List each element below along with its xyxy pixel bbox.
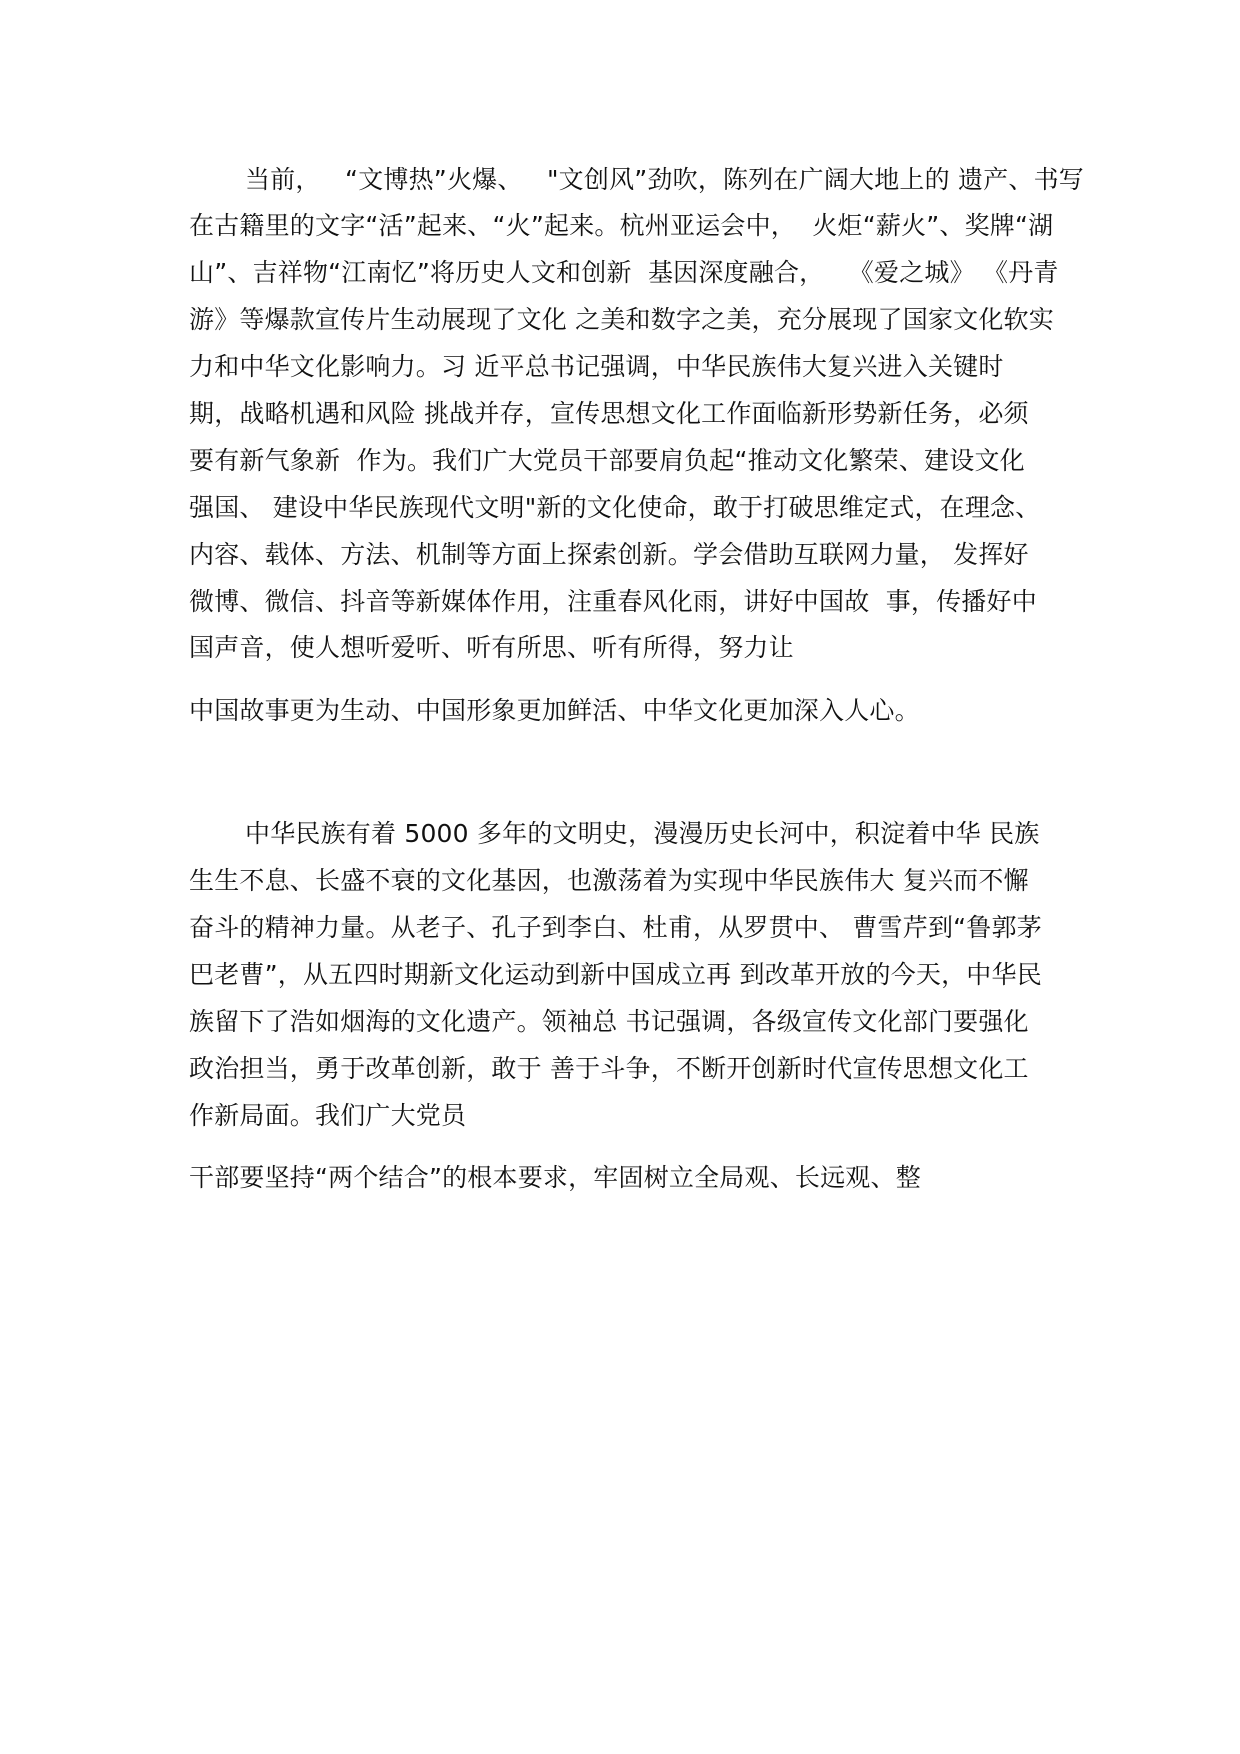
paragraph-1-line-11: 国声音，使人想听爱听、听有所思、听有所得，努力让 bbox=[189, 633, 794, 662]
paragraph-1-line-4: 游》等爆款宣传片生动展现了文化 之美和数字之美，充分展现了国家文化软实 bbox=[189, 305, 1054, 334]
paragraph-1-line-8: 强国、 建设中华民族现代文明"新的文化使命，敢于打破思维定式，在理念、 bbox=[189, 493, 1041, 522]
paragraph-2-line-6: 政治担当，勇于改革创新，敢于 善于斗争，不断开创新时代宣传思想文化工 bbox=[189, 1054, 1029, 1083]
paragraph-2-line-3: 奋斗的精神力量。从老子、孔子到李白、杜甫，从罗贯中、 曹雪芹到“鲁郭茅 bbox=[189, 913, 1042, 942]
paragraph-1-line-10: 微博、微信、抖音等新媒体作用，注重春风化雨，讲好中国故 事，传播好中 bbox=[189, 587, 1037, 616]
paragraph-1-line-6: 期，战略机遇和风险 挑战并存，宣传思想文化工作面临新形势新任务，必须 bbox=[189, 399, 1029, 428]
paragraph-1-line-2: 在古籍里的文字“活”起来、“火”起来。杭州亚运会中， 火炬“薪火”、奖牌“湖 bbox=[189, 211, 1054, 240]
paragraph-1-line-5: 力和中华文化影响力。习 近平总书记强调，中华民族伟大复兴进入关键时 bbox=[189, 352, 1004, 381]
paragraph-1-line-3: 山”、吉祥物“江南忆”将历史人文和创新 基因深度融合， 《爱之城》 《丹青 bbox=[189, 258, 1059, 287]
paragraph-2-line-7: 作新局面。我们广大党员 bbox=[189, 1101, 467, 1130]
paragraph-1-line-9: 内容、载体、方法、机制等方面上探索创新。学会借助互联网力量， 发挥好 bbox=[189, 540, 1029, 569]
paragraph-2-line-1: 中华民族有着 5000 多年的文明史，漫漫历史长河中，积淀着中华 民族 bbox=[245, 819, 1040, 848]
paragraph-2-line-5: 族留下了浩如烟海的文化遗产。领袖总 书记强调，各级宣传文化部门要强化 bbox=[189, 1007, 1029, 1036]
paragraph-1-continuation: 中国故事更为生动、中国形象更加鲜活、中华文化更加深入人心。 bbox=[189, 696, 920, 725]
paragraph-2-continuation: 干部要坚持“两个结合”的根本要求，牢固树立全局观、长远观、整 bbox=[189, 1163, 921, 1192]
paragraph-2-line-4: 巴老曹”，从五四时期新文化运动到新中国成立再 到改革开放的今天，中华民 bbox=[189, 960, 1042, 989]
paragraph-2-line-2: 生生不息、长盛不衰的文化基因，也激荡着为实现中华民族伟大 复兴而不懈 bbox=[189, 866, 1029, 895]
paragraph-1-line-1: 当前， “文博热”火爆、 "文创风”劲吹，陈列在广阔大地上的 遗产、书写 bbox=[245, 165, 1084, 194]
paragraph-1-line-7: 要有新气象新 作为。我们广大党员干部要肩负起“推动文化繁荣、建设文化 bbox=[189, 446, 1025, 475]
